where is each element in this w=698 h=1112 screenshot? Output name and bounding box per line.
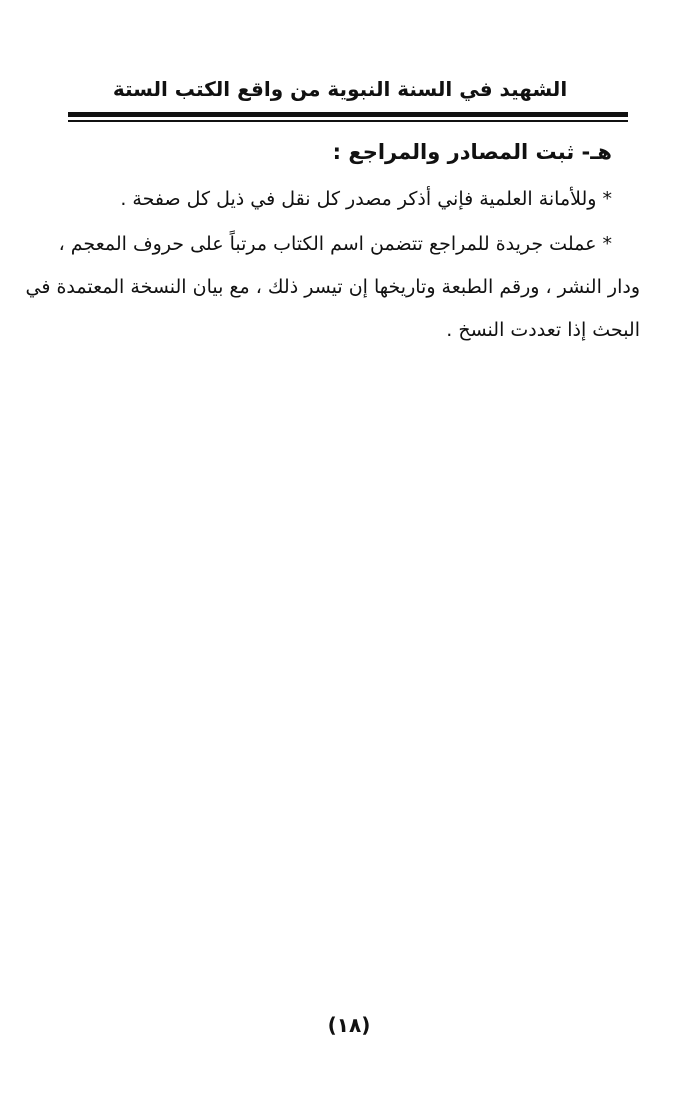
paragraph-line: البحث إذا تعددت النسخ .	[446, 319, 640, 341]
paragraph-trustworthiness	[70, 178, 640, 221]
header-rule-thin	[68, 120, 628, 122]
header-rule-thick	[68, 112, 628, 117]
section-heading: هـ- ثبت المصادر والمراجع :	[332, 140, 612, 164]
page-number: (١٨)	[327, 1013, 371, 1037]
paragraph-line: * وللأمانة العلمية فإني أذكر مصدر كل نقل في ذيل كل صفحة .	[120, 188, 612, 210]
paragraph-bibliography	[25, 223, 640, 352]
page-body	[25, 132, 640, 352]
running-header-title: الشهيد في السنة النبوية من واقع الكتب الستة	[112, 77, 568, 101]
paragraph-line: * عملت جريدة للمراجع تتضمن اسم الكتاب مرتباً على حروف المعجم ،	[58, 233, 612, 255]
paragraph-line: ودار النشر ، ورقم الطبعة وتاريخها إن تيسر ذلك ، مع بيان النسخة المعتمدة في	[25, 276, 640, 298]
